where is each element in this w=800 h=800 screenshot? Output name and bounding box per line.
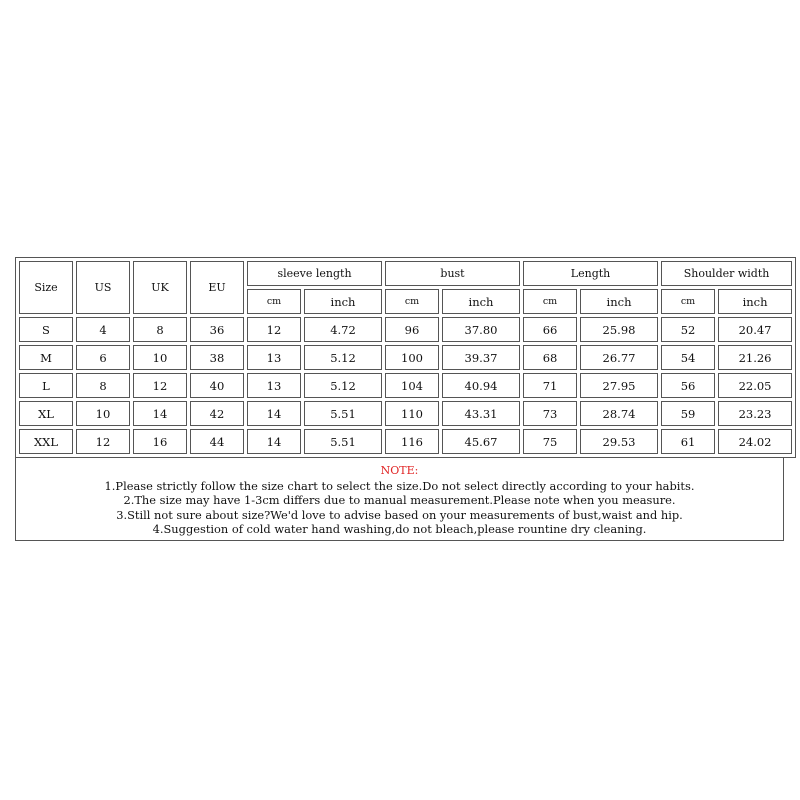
note-line-1: 1.Please strictly follow the size chart to select the size.Do not select directly according to your habits. — [104, 478, 695, 493]
cell-bust-inch: 39.37 — [442, 345, 520, 370]
cell-shoulder-inch: 24.02 — [718, 429, 792, 454]
header-eu: EU — [190, 261, 244, 314]
cell-sleeve-cm: 12 — [247, 317, 301, 342]
unit-inch-bust: inch — [442, 289, 520, 314]
cell-uk: 14 — [133, 401, 187, 426]
cell-eu: 44 — [190, 429, 244, 454]
header-bust: bust — [385, 261, 520, 286]
cell-uk: 12 — [133, 373, 187, 398]
cell-sleeve-cm: 14 — [247, 429, 301, 454]
note-line-2: 2.The size may have 1-3cm differs due to manual measurement.Please note when you measure. — [123, 493, 676, 508]
cell-length-inch: 26.77 — [580, 345, 658, 370]
unit-inch-shoulder: inch — [718, 289, 792, 314]
header-row-main — [19, 261, 792, 286]
cell-uk: 16 — [133, 429, 187, 454]
cell-us: 6 — [76, 345, 130, 370]
cell-size: M — [19, 345, 73, 370]
table-row — [19, 429, 792, 454]
cell-length-cm: 71 — [523, 373, 577, 398]
table-row — [19, 401, 792, 426]
cell-length-inch: 27.95 — [580, 373, 658, 398]
header-uk: UK — [133, 261, 187, 314]
unit-inch-sleeve: inch — [304, 289, 382, 314]
unit-cm-sleeve: cm — [247, 289, 301, 314]
header-length: Length — [523, 261, 658, 286]
unit-cm-shoulder: cm — [661, 289, 715, 314]
note-line-3: 3.Still not sure about size?We'd love to advise based on your measurements of bust,waist and hip. — [116, 507, 683, 522]
cell-sleeve-cm: 13 — [247, 373, 301, 398]
cell-us: 10 — [76, 401, 130, 426]
cell-size: XL — [19, 401, 73, 426]
cell-shoulder-inch: 23.23 — [718, 401, 792, 426]
cell-sleeve-inch: 5.51 — [304, 429, 382, 454]
cell-bust-inch: 43.31 — [442, 401, 520, 426]
table-row — [19, 317, 792, 342]
table-row — [19, 373, 792, 398]
cell-bust-inch: 45.67 — [442, 429, 520, 454]
table-row — [19, 345, 792, 370]
cell-bust-inch: 37.80 — [442, 317, 520, 342]
size-table — [15, 257, 796, 458]
size-chart — [15, 257, 784, 458]
cell-shoulder-cm: 52 — [661, 317, 715, 342]
cell-bust-cm: 100 — [385, 345, 439, 370]
cell-eu: 42 — [190, 401, 244, 426]
cell-length-inch: 28.74 — [580, 401, 658, 426]
cell-length-cm: 73 — [523, 401, 577, 426]
cell-sleeve-inch: 5.12 — [304, 373, 382, 398]
cell-shoulder-inch: 20.47 — [718, 317, 792, 342]
cell-sleeve-cm: 13 — [247, 345, 301, 370]
cell-us: 8 — [76, 373, 130, 398]
cell-us: 12 — [76, 429, 130, 454]
cell-shoulder-cm: 56 — [661, 373, 715, 398]
header-shoulder-width: Shoulder width — [661, 261, 792, 286]
header-sleeve-length: sleeve length — [247, 261, 382, 286]
header-size: Size — [19, 261, 73, 314]
unit-inch-length: inch — [580, 289, 658, 314]
cell-sleeve-inch: 4.72 — [304, 317, 382, 342]
cell-bust-cm: 96 — [385, 317, 439, 342]
cell-bust-cm: 110 — [385, 401, 439, 426]
cell-shoulder-cm: 54 — [661, 345, 715, 370]
cell-us: 4 — [76, 317, 130, 342]
cell-shoulder-inch: 21.26 — [718, 345, 792, 370]
cell-size: XXL — [19, 429, 73, 454]
cell-sleeve-inch: 5.51 — [304, 401, 382, 426]
note-line-4: 4.Suggestion of cold water hand washing,do not bleach,please rountine dry cleaning. — [152, 522, 647, 537]
notes-box — [15, 457, 784, 541]
cell-size: S — [19, 317, 73, 342]
cell-eu: 40 — [190, 373, 244, 398]
unit-cm-length: cm — [523, 289, 577, 314]
cell-shoulder-inch: 22.05 — [718, 373, 792, 398]
cell-length-inch: 25.98 — [580, 317, 658, 342]
cell-shoulder-cm: 61 — [661, 429, 715, 454]
cell-bust-inch: 40.94 — [442, 373, 520, 398]
cell-length-cm: 75 — [523, 429, 577, 454]
unit-cm-bust: cm — [385, 289, 439, 314]
cell-eu: 36 — [190, 317, 244, 342]
cell-sleeve-cm: 14 — [247, 401, 301, 426]
cell-bust-cm: 116 — [385, 429, 439, 454]
cell-eu: 38 — [190, 345, 244, 370]
cell-uk: 8 — [133, 317, 187, 342]
header-us: US — [76, 261, 130, 314]
cell-shoulder-cm: 59 — [661, 401, 715, 426]
note-title: NOTE: — [380, 464, 419, 477]
cell-length-inch: 29.53 — [580, 429, 658, 454]
cell-uk: 10 — [133, 345, 187, 370]
cell-bust-cm: 104 — [385, 373, 439, 398]
notes-content — [20, 464, 779, 537]
cell-sleeve-inch: 5.12 — [304, 345, 382, 370]
cell-length-cm: 66 — [523, 317, 577, 342]
cell-length-cm: 68 — [523, 345, 577, 370]
cell-size: L — [19, 373, 73, 398]
